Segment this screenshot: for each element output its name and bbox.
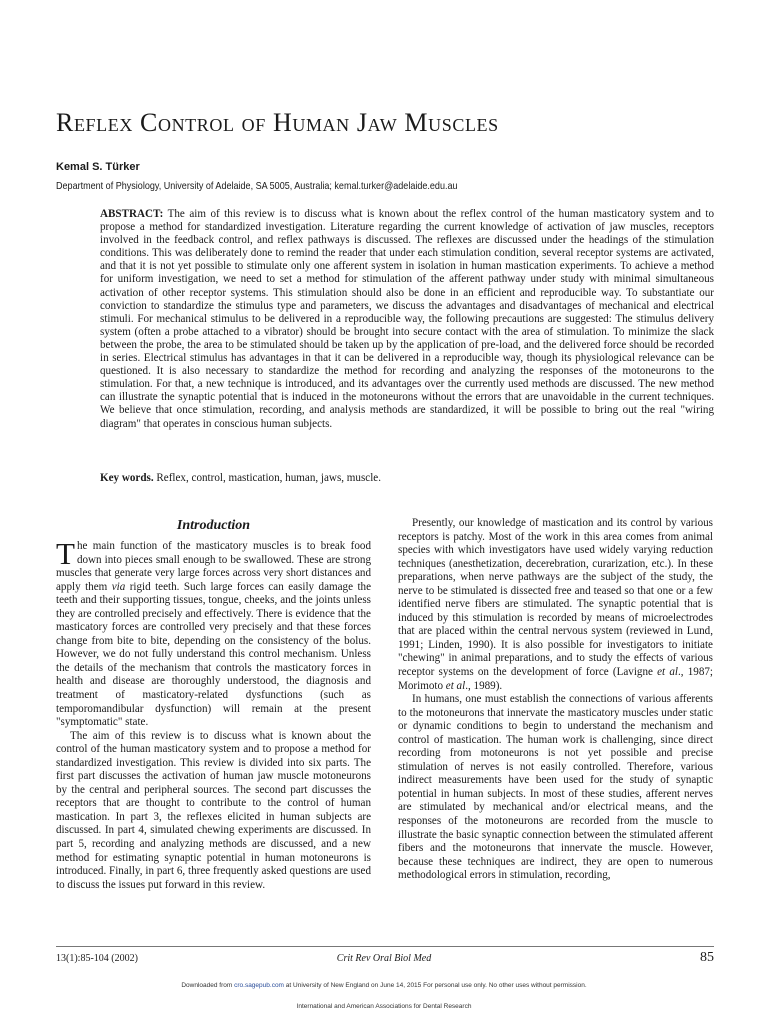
keywords-text: Reflex, control, mastication, human, jaws, muscle. <box>156 472 382 484</box>
intro-paragraph-3 <box>398 517 713 693</box>
abstract <box>100 208 714 431</box>
footer-journal-name: Crit Rev Oral Biol Med <box>336 953 432 964</box>
author-name: Kemal S. Türker <box>56 161 140 173</box>
download-notice-link[interactable]: cro.sagepub.com <box>234 982 284 989</box>
publisher-notice: International and American Associations for Dental Research <box>296 1003 472 1010</box>
download-notice-pre: Downloaded from <box>181 982 235 989</box>
keywords-label: Key words. <box>100 472 154 484</box>
intro-p1-part-a: he main function of the masticatory muscles is to break food down into pieces small enough to be swallowed. These are strong muscles that generate very large forces across very short distances and apply them <box>56 540 371 593</box>
intro-p3-italic-etal-2: et al <box>445 679 466 692</box>
section-heading-introduction: Introduction <box>176 518 251 533</box>
body-column-right <box>398 517 713 883</box>
body-column-left <box>56 514 371 892</box>
drop-cap: T <box>56 536 75 571</box>
intro-p3-italic-etal-1: et al <box>657 666 678 679</box>
abstract-text: The aim of this review is to discuss what is known about the reflex control of the human masticatory system and to propose a method for standardized investigation. Literature regarding the current knowledge of activation of jaw muscles, receptors involved in the feedback control, and reflex pathways is discussed. The reflexes are discussed under the headings of the stimulation conditions. This was deliberately done to remind the reader that under each stimulation condition, several receptor systems are activated, and that it is not yet possible to stimulate only one afferent system in isolation in human mastication experiments. To achieve a method for uniform investigation, we need to set a method for stimulation of the afferent pathway under study with minimal simultaneous activation of other receptor systems. This stimulation should also be done in an efficient and reproducible way. To substantiate our conviction to standardize the stimulus type and parameters, we discuss the advantages and disadvantages of mechanical and electrical stimuli. For mechanical stimulus to be delivered in a reproducible way, the following precautions are suggested: The stimulus delivery system (often a probe attached to a vibrator) should be brought into secure contact with the area of stimulation. To minimize the slack between the probe, the area to be stimulated should be taken up by the application of pre-load, and the delivered force should be recorded in series. Electrical stimulus has advantages in that it can be delivered in a reproducible way, though its physiological relevance can be questioned. It is also necessary to standardize the method for recording and analyzing the responses of the motoneurons to the stimulation. For that, a new technique is introduced, and its advantages over the currently used methods are discussed. The new method can illustrate the synaptic potential that is induced in the motoneurons without the errors that are unavoidable in the current techniques. We believe that once stimulation, recording, and analysis methods are standardized, it will be possible to bring out the real "wiring diagram" that operates in conscious human subjects. <box>100 208 715 430</box>
footer-page-number: 85 <box>700 950 714 965</box>
intro-p1-part-b: rigid teeth. Such large forces can easily damage the teeth and their supporting tissues, tongue, cheeks, and the joints unless they are controlled precisely and effectively. There is evidence that the masticatory forces are controlled very precisely and that these forces change from bite to bite, depending on the consistency of the bolus. However, we do not fully understand this control mechanism. Unless the details of the mechanism that controls the masticatory forces in health and disease are thoroughly understood, the diagnosis and treatment of masticatory-related dysfunctions (such as temporomandibular dysfunction) will remain at the present "symptomatic" state. <box>56 580 371 729</box>
article-title: Reflex Control of Human Jaw Muscles <box>56 108 499 137</box>
intro-p3-part-a: Presently, our knowledge of mastication and its control by various receptors is patchy. Most of the work in this area comes from animal species with which investigators have used widely varying reduction techniques (anesthetization, decerebration, curarization, etc.). In these preparations, when nerve pathways are the subject of the study, the nerve to be stimulated is dissected free and teased so that one or a few identified nerve fibers are stimulated. The synaptic potential that is induced by this stimulation is recorded by means of microelectrodes that are placed within the central nervous system (reviewed in Lund, 1991; Linden, 1990). It is also possible for investigators to initiate "chewing" in animal preparations, and to study the effects of various receptor systems on the development of force (Lavigne <box>398 517 713 679</box>
intro-p1-italic-via: via <box>111 580 126 593</box>
intro-paragraph-2: The aim of this review is to discuss what is known about the control of the human masticatory system and to propose a method for standardized investigation. This review is divided into six parts. The first part discusses the activation of human jaw muscle motoneurons by the central and peripheral sources. The second part discusses the receptors that are thought to contribute to the control of human mastication. In part 3, the reflexes elicited in human subjects are discussed. In part 4, simulated chewing experiments are discussed. In part 5, recording and analyzing methods are discussed, and a new method for estimating synaptic potential in human motoneurons is introduced. Finally, in part 6, three frequently asked questions are used to discuss the issues put forward in this review. <box>56 729 371 891</box>
footer-citation: 13(1):85-104 (2002) <box>56 953 138 964</box>
keywords <box>100 472 714 485</box>
intro-paragraph-1 <box>56 536 371 730</box>
download-notice-post: at University of New England on June 14, 2015 For personal use only. No other uses without permission. <box>283 982 587 989</box>
intro-p3-part-c: ., 1989). <box>465 679 503 692</box>
author-affiliation: Department of Physiology, University of Adelaide, SA 5005, Australia; kemal.turker@adelaide.edu.au <box>56 180 458 192</box>
abstract-label: ABSTRACT: <box>100 208 164 220</box>
intro-paragraph-4: In humans, one must establish the connections of various afferents to the motoneurons that innervate the masticatory muscles under static or dynamic conditions to begin to understand the mechanism and control of mastication. The human work is challenging, since direct recording from motoneurons is not yet possible and precise stimulation of nerves is not easily controlled. Therefore, various indirect measurements have been used for the study of synaptic potential in human subjects. In most of these studies, afferent nerves are stimulated by mechanical and/or electrical means, and the responses of the motoneurons are recorded from the muscle to illustrate the basic synaptic connection between the stimulated afferent fibers and the motoneurons that innervate the muscle. However, because these techniques are indirect, they are open to numerous methodological errors in stimulation, recording, <box>398 693 713 882</box>
intro-p3-part-b: ., 1987; Morimoto <box>398 666 713 692</box>
download-notice <box>0 982 768 989</box>
footer-rule <box>56 946 714 947</box>
